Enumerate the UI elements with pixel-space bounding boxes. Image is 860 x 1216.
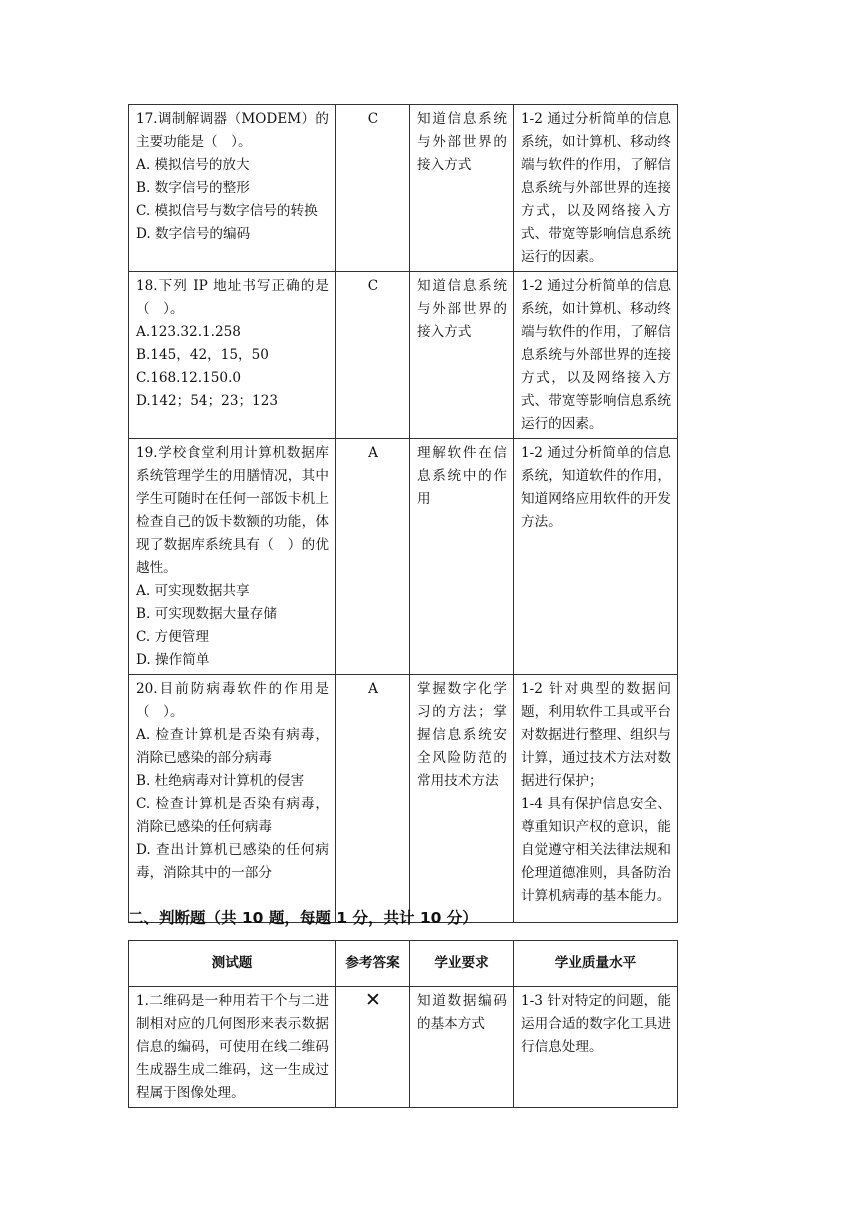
option-b: B. 可实现数据大量存储 [136,606,277,622]
option-d: D. 操作简单 [136,652,210,668]
level-text: 1-2 通过分析简单的信息系统，知道软件的作用，知道网络应用软件的开发方法。 [521,445,671,530]
question-cell [129,987,336,1108]
test-items-table-choice [128,104,678,923]
option-a: A. 检查计算机是否染有病毒，消除已感染的部分病毒 [136,727,329,766]
option-d: D.142；54；23；123 [136,393,279,409]
option-a: A. 模拟信号的放大 [136,157,250,173]
answer-cell: C [336,272,410,439]
question-text: 18.下列 IP 地址书写正确的是（ ）。 [136,278,329,317]
level-cell [514,439,678,675]
option-a: A.123.32.1.258 [136,324,241,340]
option-b: B.145，42，15，50 [136,347,269,363]
option-d: D. 查出计算机已感染的任何病毒，消除其中的一部分 [136,842,329,881]
question-text: 20.目前防病毒软件的作用是（ ）。 [136,681,329,720]
column-header-answer: 参考答案 [336,941,410,987]
option-a: A. 可实现数据共享 [136,583,250,599]
table-row [129,987,678,1108]
answer-cell: C [336,105,410,272]
option-c: C. 方便管理 [136,629,209,645]
option-d: D. 数字信号的编码 [136,226,251,242]
question-cell [129,439,336,675]
table-header-row [129,941,678,987]
table-row [129,272,678,439]
answer-cell: A [336,675,410,923]
question-text: 19.学校食堂利用计算机数据库系统管理学生的用膳情况，其中学生可随时在任何一部饭卡机上检查自己的饭卡数额的功能，体现了数据库系统具有（ ）的优越性。 [136,445,329,576]
question-cell [129,272,336,439]
table-row [129,105,678,272]
cross-icon: ✕ [365,989,381,1011]
column-header-requirement: 学业要求 [410,941,514,987]
level-text: 1-2 通过分析简单的信息系统，如计算机、移动终端与软件的作用，了解信息系统与外部世界的连接方式，以及网络接入方式、带宽等影响信息系统运行的因素。 [521,278,671,432]
table-row [129,675,678,923]
question-text: 17.调制解调器（MODEM）的主要功能是（ ）。 [136,111,329,150]
section-heading: 二、判断题（共 10 题，每题 1 分，共计 10 分） [128,909,478,927]
answer-cell: A [336,439,410,675]
level-text: 1-2 通过分析简单的信息系统，如计算机、移动终端与软件的作用，了解信息系统与外部世界的连接方式，以及网络接入方式、带宽等影响信息系统运行的因素。 [521,111,671,265]
test-items-table-judgement [128,940,678,1108]
answer-cell [336,987,410,1108]
option-c: C.168.12.150.0 [136,370,242,386]
requirement-cell: 知道数据编码的基本方式 [410,987,514,1108]
requirement-cell: 知道信息系统与外部世界的接入方式 [410,272,514,439]
option-b: B. 数字信号的整形 [136,180,250,196]
level-cell [514,105,678,272]
level-cell [514,272,678,439]
option-b: B. 杜绝病毒对计算机的侵害 [136,773,305,789]
question-text: 1.二维码是一种用若干个与二进制相对应的几何图形来表示数据信息的编码，可使用在线二维码生成器生成二维码，这一生成过程属于图像处理。 [136,993,329,1101]
option-c: C. 检查计算机是否染有病毒，消除已感染的任何病毒 [136,796,329,835]
level-text: 1-2 针对典型的数据问题，利用软件工具或平台对数据进行整理、组织与计算，通过技术方法对数据进行保护； [521,681,671,789]
column-header-level: 学业质量水平 [514,941,678,987]
level-text: 1-3 针对特定的问题，能运用合适的数字化工具进行信息处理。 [521,993,671,1055]
requirement-cell: 理解软件在信息系统中的作用 [410,439,514,675]
table-row [129,439,678,675]
level-text: 1-4 具有保护信息安全、尊重知识产权的意识，能自觉遵守相关法律法规和伦理道德准则，具备防治计算机病毒的基本能力。 [521,796,671,904]
option-c: C. 模拟信号与数字信号的转换 [136,203,318,219]
level-cell [514,987,678,1108]
question-cell [129,105,336,272]
requirement-cell: 掌握数字化学习的方法；掌握信息系统安全风险防范的常用技术方法 [410,675,514,923]
question-cell [129,675,336,923]
requirement-cell: 知道信息系统与外部世界的接入方式 [410,105,514,272]
level-cell [514,675,678,923]
column-header-question: 测试题 [129,941,336,987]
